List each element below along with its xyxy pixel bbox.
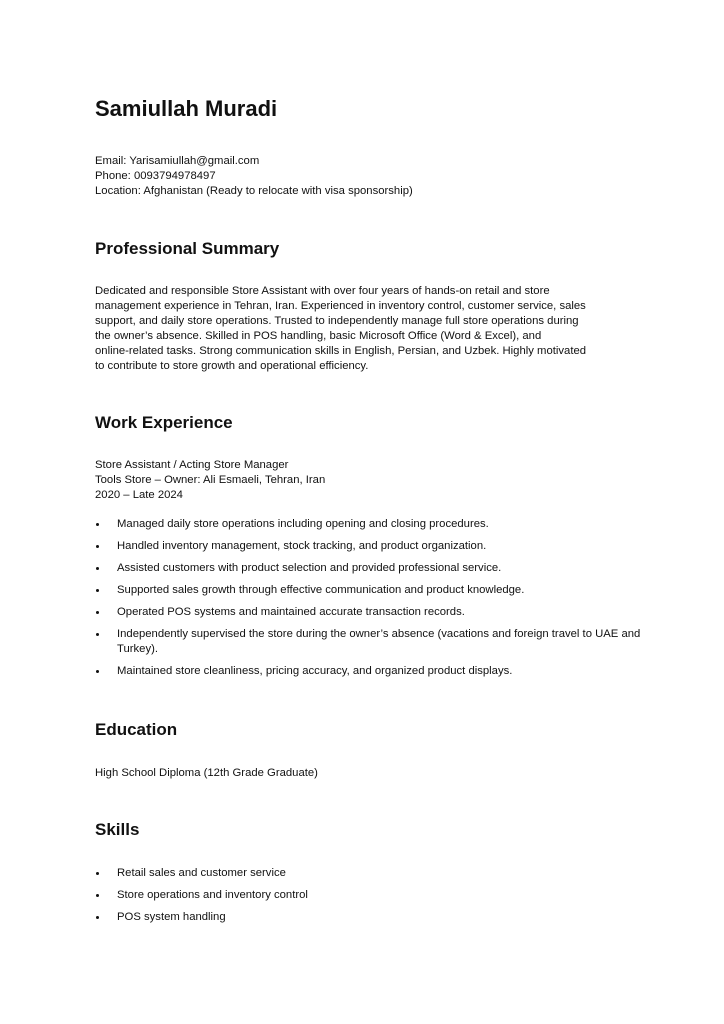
list-item: Assisted customers with product selection and provided professional service. [95, 561, 657, 576]
list-item: POS system handling [95, 910, 657, 925]
job-info [95, 458, 325, 503]
job-employer: Tools Store – Owner: Ali Esmaeli, Tehran, Iran [95, 474, 326, 486]
list-item: Operated POS systems and maintained accurate transaction records. [95, 605, 657, 620]
summary-text [95, 284, 586, 374]
summary-line: Dedicated and responsible Store Assistant with over four years of hands-on retail and store [95, 285, 550, 297]
list-item: Independently supervised the store during the owner’s absence (vacations and foreign travel to UAE and Turkey). [95, 627, 657, 657]
phone: Phone: 0093794978497 [95, 170, 216, 182]
skills-bullets [95, 866, 657, 932]
education-heading: Education [95, 720, 178, 739]
list-item: Handled inventory management, stock tracking, and product organization. [95, 539, 657, 554]
skills-heading: Skills [95, 820, 140, 839]
education-item: High School Diploma (12th Grade Graduate) [95, 767, 318, 779]
summary-heading: Professional Summary [95, 239, 280, 258]
summary-line: online-related tasks. Strong communication skills in English, Persian, and Uzbek. Highly motivated [95, 345, 587, 357]
list-item: Retail sales and customer service [95, 866, 657, 881]
summary-line: to contribute to store growth and operational efficiency. [95, 360, 369, 372]
location: Location: Afghanistan (Ready to relocate with visa sponsorship) [95, 185, 413, 197]
summary-line: the owner’s absence. Skilled in POS handling, basic Microsoft Office (Word & Excel), and [95, 330, 542, 342]
summary-line: support, and daily store operations. Trusted to independently manage full store operations during [95, 315, 579, 327]
job-title: Store Assistant / Acting Store Manager [95, 459, 289, 471]
list-item: Maintained store cleanliness, pricing accuracy, and organized product displays. [95, 664, 657, 679]
candidate-name: Samiullah Muradi [95, 96, 278, 121]
job-dates: 2020 – Late 2024 [95, 489, 183, 501]
work-heading: Work Experience [95, 413, 233, 432]
list-item: Managed daily store operations including opening and closing procedures. [95, 517, 657, 532]
contact-info [95, 154, 413, 199]
summary-line: management experience in Tehran, Iran. Experienced in inventory control, customer service, sales [95, 300, 586, 312]
email: Email: Yarisamiullah@gmail.com [95, 155, 260, 167]
list-item: Store operations and inventory control [95, 888, 657, 903]
work-bullets [95, 517, 657, 686]
list-item: Supported sales growth through effective communication and product knowledge. [95, 583, 657, 598]
